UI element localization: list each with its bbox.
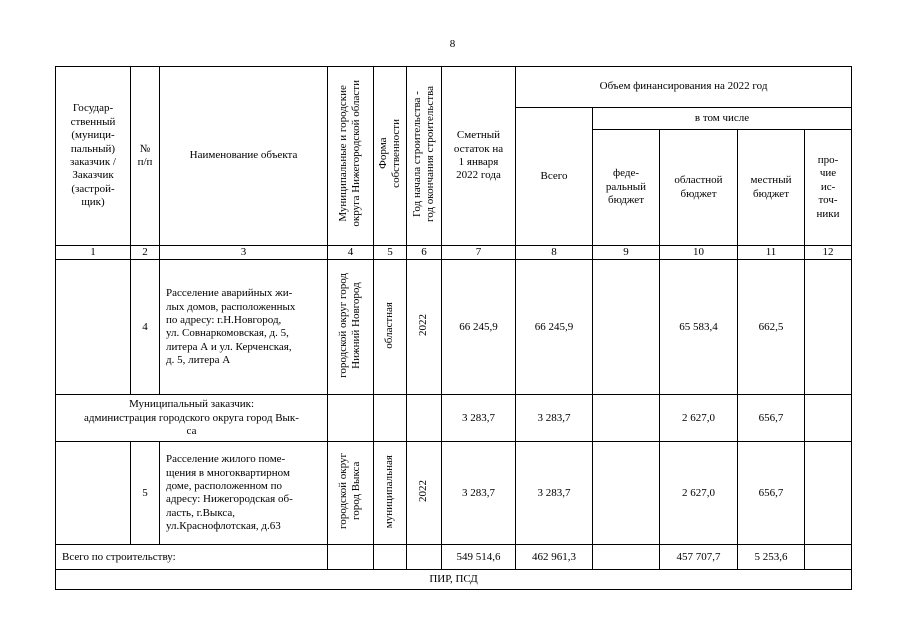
customer-row-empty <box>407 395 442 442</box>
col-number: 3 <box>160 246 328 260</box>
table-row <box>56 260 852 395</box>
customer-row-regional: 2 627,0 <box>660 395 738 442</box>
customer-row-label: Муниципальный заказчик: администрация городского округа город Вык- са <box>56 395 328 442</box>
col-number: 6 <box>407 246 442 260</box>
header-object-name: Наименование объекта <box>160 67 328 246</box>
page-number: 8 <box>449 38 456 50</box>
row5-object-name: Расселение жилого поме- щения в многоквартирном доме, расположенном по адресу: Нижегородская об- ласть, г.Выкса, ул.Краснофлотская, д.63 <box>160 442 328 545</box>
construction-total-remainder: 549 514,6 <box>442 545 516 570</box>
row5-federal <box>593 442 660 545</box>
construction-total-regional: 457 707,7 <box>660 545 738 570</box>
construction-total-empty <box>374 545 407 570</box>
col-number: 4 <box>328 246 374 260</box>
row5-municipality: городской округ город Выкса <box>328 442 374 545</box>
row4-federal <box>593 260 660 395</box>
construction-total-empty <box>328 545 374 570</box>
header-local: местный бюджет <box>738 130 805 246</box>
section-row <box>56 570 852 590</box>
construction-total-total: 462 961,3 <box>516 545 593 570</box>
construction-total-label: Всего по строительству: <box>56 545 328 570</box>
col-number: 5 <box>374 246 407 260</box>
header-year: Год начала строительства - год окончания строительства <box>407 67 442 246</box>
construction-total-empty <box>593 545 660 570</box>
col-number: 10 <box>660 246 738 260</box>
row4-ownership: областная <box>374 260 407 395</box>
row5-customer-cell <box>56 442 131 545</box>
customer-row-remainder: 3 283,7 <box>442 395 516 442</box>
header-regional: областной бюджет <box>660 130 738 246</box>
row4-year: 2022 <box>407 260 442 395</box>
col-number: 7 <box>442 246 516 260</box>
row4-total: 66 245,9 <box>516 260 593 395</box>
header-total: Всего <box>516 108 593 246</box>
customer-row-empty <box>374 395 407 442</box>
header-including: в том числе <box>593 108 852 130</box>
section-heading: ПИР, ПСД <box>56 570 852 590</box>
construction-total-row <box>56 545 852 570</box>
customer-row-empty <box>805 395 852 442</box>
row4-customer-cell <box>56 260 131 395</box>
construction-total-empty <box>805 545 852 570</box>
row4-local: 662,5 <box>738 260 805 395</box>
row5-year: 2022 <box>407 442 442 545</box>
row4-number: 4 <box>131 260 160 395</box>
construction-total-local: 5 253,6 <box>738 545 805 570</box>
header-other: про- чие ис- точ- ники <box>805 130 852 246</box>
customer-row-total: 3 283,7 <box>516 395 593 442</box>
row4-object-name: Расселение аварийных жи- лых домов, расположенных по адресу: г.Н.Новгород, ул. Совнаркомовская, д. 5, литера А и ул. Керченская, д. 5, литера А <box>160 260 328 395</box>
row4-other <box>805 260 852 395</box>
col-number: 9 <box>593 246 660 260</box>
customer-row <box>56 395 852 442</box>
row5-other <box>805 442 852 545</box>
col-number: 1 <box>56 246 131 260</box>
header-number: № п/п <box>131 67 160 246</box>
row5-regional: 2 627,0 <box>660 442 738 545</box>
col-number: 8 <box>516 246 593 260</box>
customer-row-empty <box>328 395 374 442</box>
col-number: 12 <box>805 246 852 260</box>
header-municipality: Муниципальные и городские округа Нижегородской области <box>328 67 374 246</box>
row5-ownership: муниципальная <box>374 442 407 545</box>
col-number: 11 <box>738 246 805 260</box>
row4-regional: 65 583,4 <box>660 260 738 395</box>
header-funding: Объем финансирования на 2022 год <box>516 67 852 108</box>
header-ownership: Форма собственности <box>374 67 407 246</box>
column-numbers-row <box>56 246 852 260</box>
table-row <box>56 442 852 545</box>
customer-row-empty <box>593 395 660 442</box>
row5-total: 3 283,7 <box>516 442 593 545</box>
row4-municipality: городской округ город Нижний Новгород <box>328 260 374 395</box>
header-customer: Государ- ственный (муници- пальный) заказчик / Заказчик (застрой- щик) <box>56 67 131 246</box>
row4-remainder: 66 245,9 <box>442 260 516 395</box>
row5-number: 5 <box>131 442 160 545</box>
financing-table <box>55 66 852 590</box>
customer-row-local: 656,7 <box>738 395 805 442</box>
header-federal: феде- ральный бюджет <box>593 130 660 246</box>
construction-total-empty <box>407 545 442 570</box>
row5-local: 656,7 <box>738 442 805 545</box>
header-remainder: Сметный остаток на 1 января 2022 года <box>442 67 516 246</box>
row5-remainder: 3 283,7 <box>442 442 516 545</box>
col-number: 2 <box>131 246 160 260</box>
